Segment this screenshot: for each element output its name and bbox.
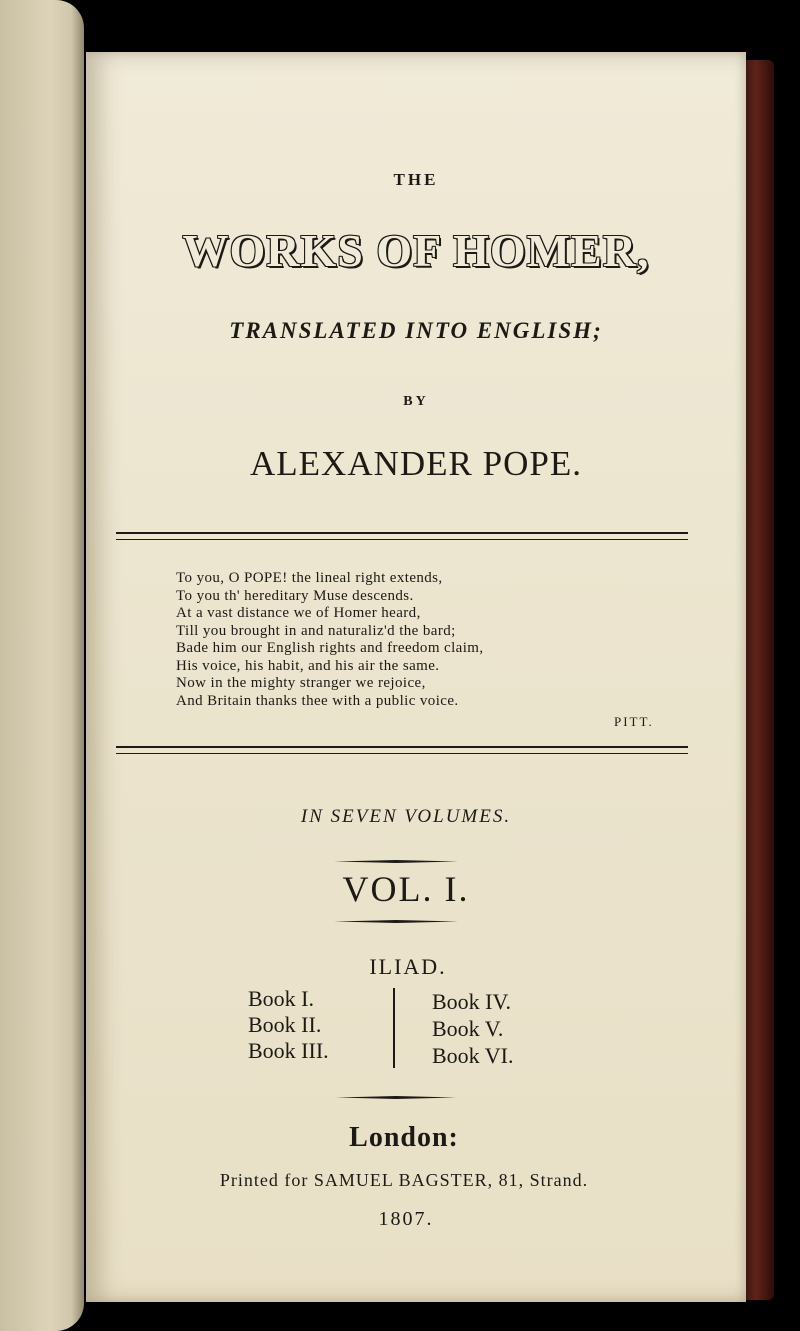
epigraph-line: Bade him our English rights and freedom claim, (176, 640, 484, 656)
imprint-printer: Printed for SAMUEL BAGSTER, 81, Strand. (219, 1170, 589, 1190)
ornament-rule (336, 1096, 456, 1099)
epigraph-line: At a vast distance we of Homer heard, (176, 605, 421, 621)
books-list-right (432, 988, 514, 1069)
by-line: BY (403, 394, 429, 409)
author-name: ALEXANDER POPE. (250, 444, 582, 483)
books-divider (393, 988, 395, 1068)
book-cover-edge (744, 60, 774, 1300)
book-entry: Book I. (248, 986, 314, 1011)
epigraph (176, 570, 596, 710)
book-subtitle: TRANSLATED INTO ENGLISH; (229, 318, 603, 343)
books-list-left (248, 986, 329, 1064)
ornament-rule (334, 920, 458, 923)
title-article: THE (393, 170, 439, 189)
epigraph-line: Till you brought in and naturaliz'd the bard; (176, 622, 456, 639)
epigraph-line: His voice, his habit, and his air the same. (176, 657, 440, 674)
ornament-rule (334, 860, 458, 863)
work-title: ILIAD. (369, 954, 447, 979)
double-rule-bottom (116, 746, 688, 754)
imprint-place: London: (349, 1122, 459, 1153)
volume-number: VOL. I. (342, 869, 470, 909)
epigraph-line: To you th' hereditary Muse descends. (176, 587, 414, 604)
epigraph-attribution: PITT. (614, 714, 654, 729)
epigraph-line: Now in the mighty stranger we rejoice, (176, 675, 426, 691)
imprint-year: 1807. (378, 1208, 434, 1230)
book-title: WORKS OF HOMER, (182, 225, 650, 276)
book-entry: Book VI. (432, 1043, 514, 1068)
facing-page-edge (0, 0, 84, 1331)
epigraph-line: To you, O POPE! the lineal right extends, (176, 570, 443, 586)
book-entry: Book III. (248, 1038, 329, 1063)
title-page (86, 52, 746, 1302)
book-entry: Book V. (432, 1016, 504, 1041)
double-rule-top (116, 532, 688, 540)
book-entry: Book II. (248, 1012, 322, 1037)
epigraph-line: And Britain thanks thee with a public voice. (176, 692, 459, 709)
volumes-note: IN SEVEN VOLUMES. (300, 806, 512, 827)
book-entry: Book IV. (432, 989, 512, 1014)
